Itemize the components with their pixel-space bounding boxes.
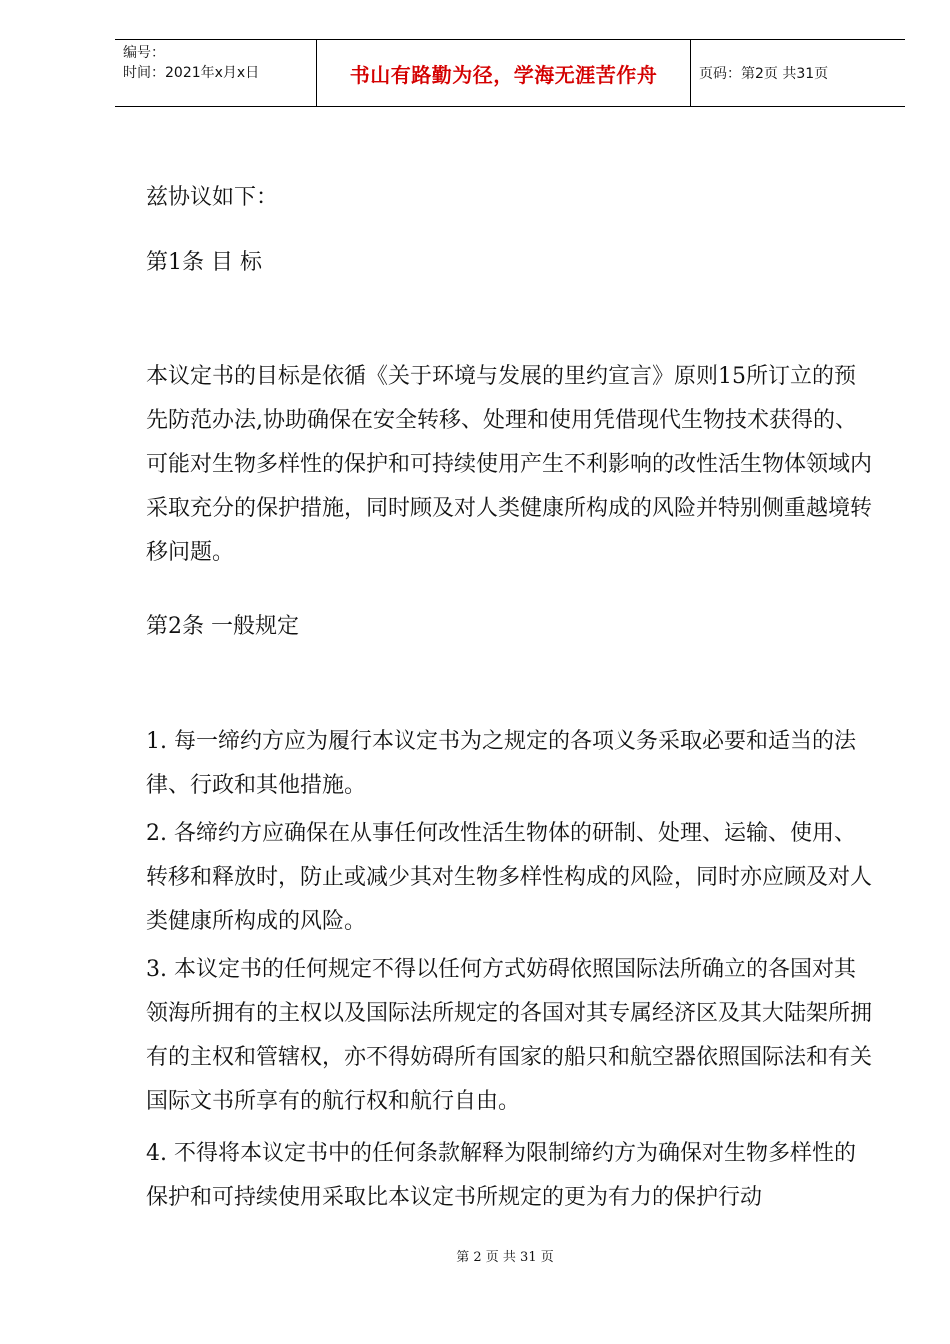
page-footer: [0, 1246, 950, 1265]
document-time-label: 时间：2021年x月x日: [123, 65, 260, 81]
article-2-item-4: 4. 不得将本议定书中的任何条款解释为限制缔约方为确保对生物多样性的保护和可持续使用采取比本议定书所规定的更为有力的保护行动: [146, 1141, 856, 1210]
article-2-item-3: 3. 本议定书的任何规定不得以任何方式妨碍依照国际法所确立的各国对其领海所拥有的主权以及国际法所规定的各国对其专属经济区及其大陆架所拥有的主权和管辖权，亦不得妨碍所有国家的船只和航空器依照国际法和有关国际文书所享有的航行权和航行自由。: [146, 957, 873, 1114]
document-number-label: 编号：: [123, 45, 165, 61]
header-motto-cell: [316, 40, 691, 106]
article-2-item-2: 2. 各缔约方应确保在从事任何改性活生物体的研制、处理、运输、使用、转移和释放时，防止或减少其对生物多样性构成的风险，同时亦应顾及对人类健康所构成的风险。: [146, 821, 873, 934]
article-1-text: 本议定书的目标是依循《关于环境与发展的里约宣言》原则15所订立的预先防范办法,协助确保在安全转移、处理和使用凭借现代生物技术获得的、可能对生物多样性的保护和可持续使用产生不利影响的改性活生物体领域内采取充分的保护措施，同时顾及对人类健康所构成的风险并特别侧重越境转移问题。: [146, 364, 873, 565]
header-page-cell: [691, 40, 905, 106]
header-meta: [115, 40, 316, 106]
article-1-title: 第1条 目 标: [146, 250, 262, 275]
header-motto: 书山有路勤为径，学海无涯苦作舟: [349, 62, 658, 87]
intro-text: 兹协议如下：: [146, 185, 279, 210]
footer-page-number: 第 2 页 共 31 页: [456, 1250, 554, 1265]
page-header: [115, 39, 905, 107]
article-2-item-1: 1. 每一缔约方应为履行本议定书为之规定的各项义务采取必要和适当的法律、行政和其他措施。: [146, 729, 856, 798]
header-page-number: 页码：第2页 共31页: [699, 66, 829, 82]
article-2-title: 第2条 一般规定: [146, 614, 299, 639]
